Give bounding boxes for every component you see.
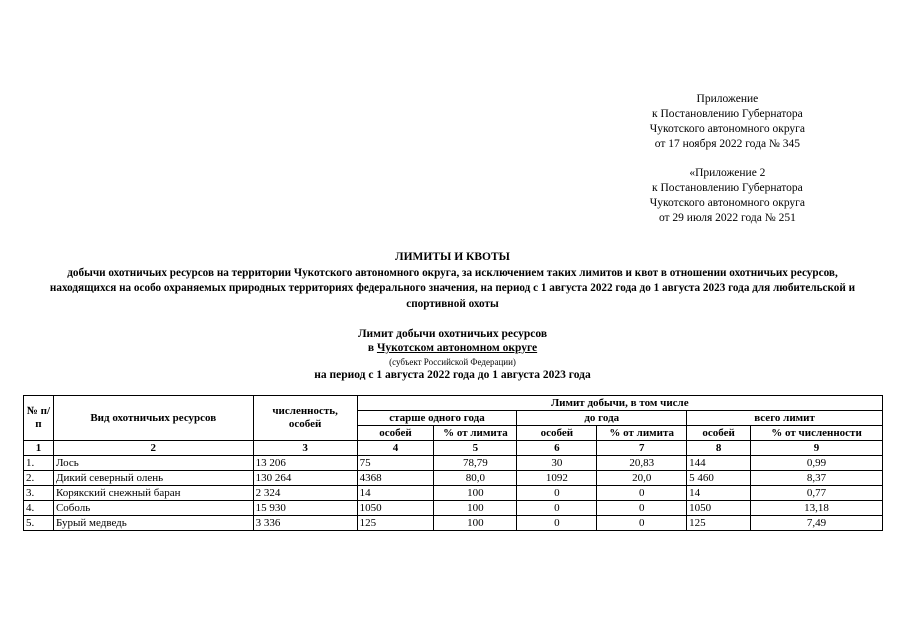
over-one-year-pct: 78,79 (434, 456, 517, 471)
header-pct-of-limit: % от лимита (434, 426, 517, 441)
column-number: 9 (751, 441, 883, 456)
pct-of-population: 0,77 (751, 486, 883, 501)
annex-1-header (650, 92, 805, 152)
annex-2-line3: Чукотского автономного округа (649, 197, 805, 209)
limits-table (23, 395, 883, 531)
under-one-year-pct: 0 (597, 486, 687, 501)
over-one-year-count: 125 (357, 516, 434, 531)
under-one-year-count: 0 (517, 501, 597, 516)
population-value: 3 336 (253, 516, 357, 531)
header-type: Вид охотничьих ресурсов (53, 396, 253, 441)
pct-of-population: 7,49 (751, 516, 883, 531)
column-number: 1 (24, 441, 54, 456)
population-value: 130 264 (253, 471, 357, 486)
header-over-one-year: старше одного года (357, 411, 517, 426)
limit-heading-line4: на период с 1 августа 2022 года до 1 августа 2023 года (314, 369, 591, 381)
document-title: ЛИМИТЫ И КВОТЫ (395, 251, 510, 263)
pct-of-population: 13,18 (751, 501, 883, 516)
table-row (24, 486, 883, 501)
document-subtitle: добычи охотничьих ресурсов на территории Чукотского автономного округа, за исключением таких лимитов и квот в отношении охотничьих ресурсов, находящихся на особо охраняемых природных территориях федерального значения, на период с 1 августа 2022 года до 1 августа 2023 года для любительской и спортивной охоты (49, 267, 856, 310)
header-pct-of-limit: % от лимита (597, 426, 687, 441)
under-one-year-pct: 20,0 (597, 471, 687, 486)
header-population: численность, особей (253, 396, 357, 441)
under-one-year-pct: 0 (597, 516, 687, 531)
row-number: 4. (24, 501, 54, 516)
over-one-year-count: 14 (357, 486, 434, 501)
species-name: Бурый медведь (53, 516, 253, 531)
table-row (24, 456, 883, 471)
under-one-year-count: 0 (517, 516, 597, 531)
over-one-year-count: 75 (357, 456, 434, 471)
row-number: 5. (24, 516, 54, 531)
species-name: Дикий северный олень (53, 471, 253, 486)
limit-heading-prefix: в (367, 342, 377, 354)
table-row (24, 471, 883, 486)
subject-name: Чукотском автономном округе (376, 342, 538, 354)
limit-heading-line2 (0, 342, 905, 354)
pct-of-population: 0,99 (751, 456, 883, 471)
total-limit-count: 1050 (687, 501, 751, 516)
column-number: 7 (597, 441, 687, 456)
column-number: 8 (687, 441, 751, 456)
over-one-year-count: 1050 (357, 501, 434, 516)
total-limit-count: 14 (687, 486, 751, 501)
limit-heading-line3: (субъект Российской Федерации) (389, 357, 516, 367)
under-one-year-count: 1092 (517, 471, 597, 486)
total-limit-count: 144 (687, 456, 751, 471)
population-value: 2 324 (253, 486, 357, 501)
limit-heading-line1: Лимит добычи охотничьих ресурсов (357, 328, 548, 340)
column-number: 6 (517, 441, 597, 456)
row-number: 2. (24, 471, 54, 486)
column-number: 4 (357, 441, 434, 456)
over-one-year-pct: 100 (434, 501, 517, 516)
header-limit-group: Лимит добычи, в том числе (357, 396, 882, 411)
population-value: 13 206 (253, 456, 357, 471)
under-one-year-count: 0 (517, 486, 597, 501)
annex-2-header (650, 166, 805, 226)
table-row (24, 516, 883, 531)
annex-1-line1: Приложение (696, 93, 759, 105)
row-number: 3. (24, 486, 54, 501)
header-num: № п/п (24, 396, 54, 441)
species-name: Соболь (53, 501, 253, 516)
species-name: Корякский снежный баран (53, 486, 253, 501)
over-one-year-pct: 80,0 (434, 471, 517, 486)
header-total-limit: всего лимит (687, 411, 883, 426)
over-one-year-count: 4368 (357, 471, 434, 486)
annex-2-line1: «Приложение 2 (689, 167, 766, 179)
column-number: 2 (53, 441, 253, 456)
table-row (24, 501, 883, 516)
header-individuals: особей (357, 426, 434, 441)
population-value: 15 930 (253, 501, 357, 516)
over-one-year-pct: 100 (434, 486, 517, 501)
column-number: 5 (434, 441, 517, 456)
header-individuals: особей (687, 426, 751, 441)
pct-of-population: 8,37 (751, 471, 883, 486)
annex-2-line2: к Постановлению Губернатора (652, 182, 803, 194)
column-number: 3 (253, 441, 357, 456)
header-individuals: особей (517, 426, 597, 441)
over-one-year-pct: 100 (434, 516, 517, 531)
under-one-year-pct: 0 (597, 501, 687, 516)
annex-1-line3: Чукотского автономного округа (649, 123, 805, 135)
under-one-year-pct: 20,83 (597, 456, 687, 471)
annex-1-line2: к Постановлению Губернатора (652, 108, 803, 120)
species-name: Лось (53, 456, 253, 471)
header-pct-of-population: % от численности (751, 426, 883, 441)
row-number: 1. (24, 456, 54, 471)
annex-2-line4: от 29 июля 2022 года № 251 (658, 212, 796, 224)
header-under-one-year: до года (517, 411, 687, 426)
total-limit-count: 5 460 (687, 471, 751, 486)
total-limit-count: 125 (687, 516, 751, 531)
under-one-year-count: 30 (517, 456, 597, 471)
annex-1-line4: от 17 ноября 2022 года № 345 (654, 138, 801, 150)
